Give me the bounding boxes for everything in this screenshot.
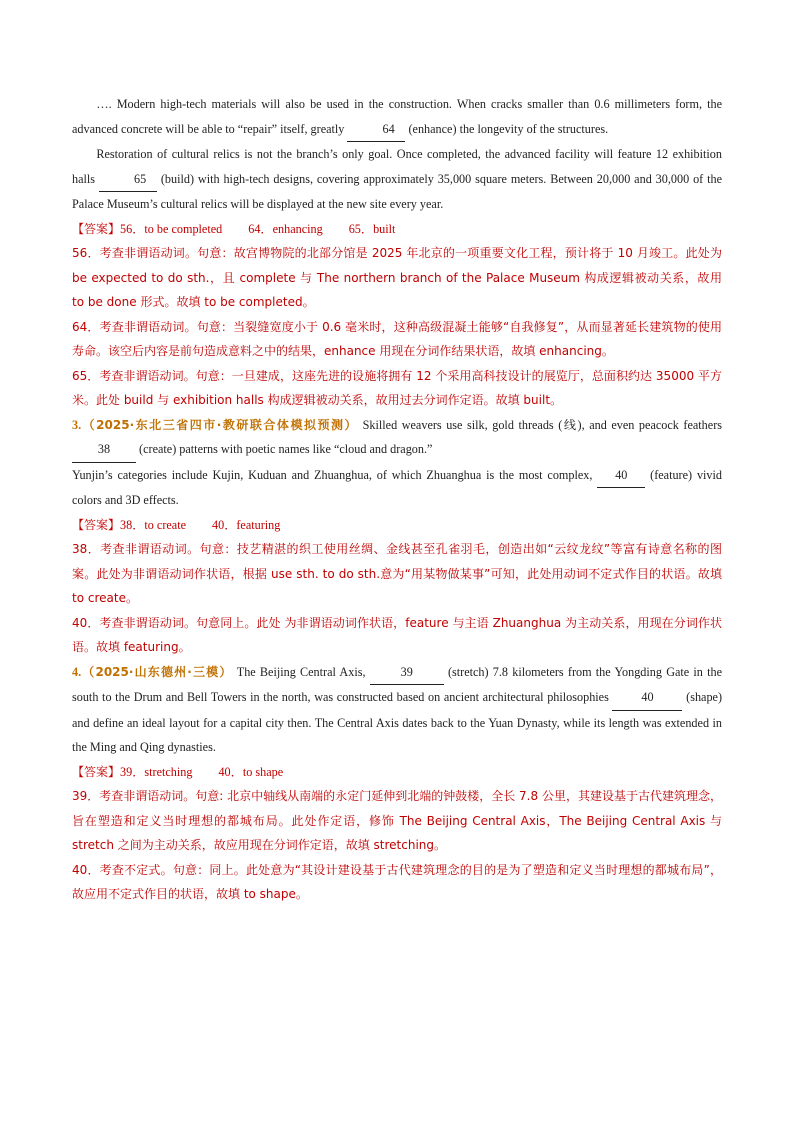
question-source: （2025·东北三省四市·教研联合体模拟预测） bbox=[81, 417, 359, 432]
question-4 bbox=[72, 660, 722, 760]
answer-row-4 bbox=[72, 760, 722, 785]
question-3-line-2 bbox=[72, 463, 722, 513]
blank-64: 64 bbox=[347, 117, 405, 143]
passage-text: Restoration of cultural relics is not the branch’s only goal. Once completed, the advanced facility will feature 12 exhibition halls bbox=[72, 147, 722, 186]
blank-39: 39 bbox=[370, 660, 444, 686]
question-3 bbox=[72, 413, 722, 463]
explanation-56: 56．考查非谓语动词。句意：故宫博物院的北部分馆是 2025 年北京的一项重要文化工程，预计将于 10 月竣工。此处为 be expected to do sth.，且 complete 与 The northern branch of the Palace Museum 构成逻辑被动关系，故用 to be done 形式。故填 to be completed。 bbox=[72, 246, 722, 309]
answer-item: 64．enhancing bbox=[248, 221, 323, 236]
explanation-65: 65．考查非谓语动词。句意：一旦建成，这座先进的设施将拥有 12 个采用高科技设计的展览厅，总面积约达 35000 平方米。此处 build 与 exhibition halls 构成逻辑被动关系，故用过去分词作定语。故填 built。 bbox=[72, 368, 722, 407]
passage-paragraph-1 bbox=[72, 92, 722, 142]
answer-row-3 bbox=[72, 513, 722, 538]
question-number: 4. bbox=[72, 664, 82, 679]
explanation-38: 38．考查非谓语动词。句意：技艺精湛的织工使用丝绸、金线甚至孔雀羽毛，创造出如“云纹龙纹”等富有诗意名称的图案。此处为非谓语动词作状语，根据 use sth. to do sth.意为“用某物做某事”可知，此处用动词不定式作目的状语。故填 to create。 bbox=[72, 542, 722, 605]
passage-text: …. Modern high-tech materials will also be used in the construction. When cracks smaller than 0.6 millimeters form, the advanced concrete will be able to “repair” itself, greatly bbox=[72, 97, 722, 136]
blank-65: 65 bbox=[99, 167, 157, 193]
passage-text: (enhance) the longevity of the structures. bbox=[408, 121, 609, 136]
answer-item: 39．stretching bbox=[120, 764, 193, 779]
question-number: 3. bbox=[72, 417, 82, 432]
answer-item: 40．to shape bbox=[218, 764, 284, 779]
question-text: (feature) vivid colors and 3D effects. bbox=[72, 467, 722, 507]
answer-item: 65．built bbox=[348, 221, 396, 236]
question-text: Skilled weavers use silk, gold threads (线), and even peacock feathers bbox=[362, 417, 722, 432]
explanation-40: 40．考查非谓语动词。句意同上。此处 为非谓语动词作状语，feature 与主语 Zhuanghua 为主动关系，用现在分词作状语。故填 featuring。 bbox=[72, 615, 722, 654]
question-text: (stretch) 7.8 kilometers from the Yongding Gate in the south to the Drum and Bell Towers in the north, was constructed based on ancient architectural philosophies bbox=[72, 664, 722, 704]
passage-paragraph-2 bbox=[72, 142, 722, 217]
question-text: The Beijing Central Axis, bbox=[236, 664, 366, 679]
answer-label: 【答案】 bbox=[72, 221, 121, 236]
answer-item: 56．to be completed bbox=[120, 221, 223, 236]
blank-40: 40 bbox=[612, 685, 682, 711]
explanation-39: 39．考查非谓语动词。句意: 北京中轴线从南端的永定门延伸到北端的钟鼓楼，全长 7.8 公里，其建设基于古代建筑理念，旨在塑造和定义当时理想的都城布局。此处作定语，修饰 The Beijing Central Axis，The Beijing Central Axis 与 stretch 之间为主动关系，故应用现在分词作定语，故填 stretching。 bbox=[72, 789, 722, 852]
explanation-40-q4: 40．考查不定式。句意：同上。此处意为“其设计建设基于古代建筑理念的目的是为了塑造和定义当时理想的都城布局”，故应用不定式作目的状语，故填 to shape。 bbox=[72, 862, 722, 901]
question-text: (create) patterns with poetic names like “cloud and dragon.” bbox=[139, 442, 433, 456]
question-source: （2025·山东德州·三模） bbox=[81, 664, 233, 679]
passage-text: (build) with high-tech designs, covering approximately 35,000 square meters. Between 20,000 and 30,000 of the Palace Museum’s cultural relics will be displayed at the new site every year. bbox=[72, 171, 723, 211]
question-text: (shape) and define an ideal layout for a capital city then. The Central Axis dates back to the Yuan Dynasty, while its length was extended in the Ming and Qing dynasties. bbox=[72, 690, 723, 754]
explanation-64: 64．考查非谓语动词。句意：当裂缝宽度小于 0.6 毫米时，这种高级混凝土能够“自我修复”，从而显著延长建筑物的使用寿命。该空后内容是前句造成意料之中的结果，enhance 用现在分词作结果状语，故填 enhancing。 bbox=[72, 319, 722, 358]
blank-40: 40 bbox=[597, 463, 645, 489]
blank-38: 38 bbox=[72, 437, 136, 463]
answer-item: 38．to create bbox=[120, 517, 186, 532]
question-text: Yunjin’s categories include Kujin, Kuduan and Zhuanghua, of which Zhuanghua is the most complex, bbox=[72, 467, 593, 482]
answer-label: 【答案】 bbox=[72, 764, 121, 779]
answer-label: 【答案】 bbox=[72, 517, 121, 532]
answer-row-1 bbox=[72, 217, 722, 242]
document-page bbox=[72, 92, 722, 907]
answer-item: 40．featuring bbox=[212, 517, 281, 532]
